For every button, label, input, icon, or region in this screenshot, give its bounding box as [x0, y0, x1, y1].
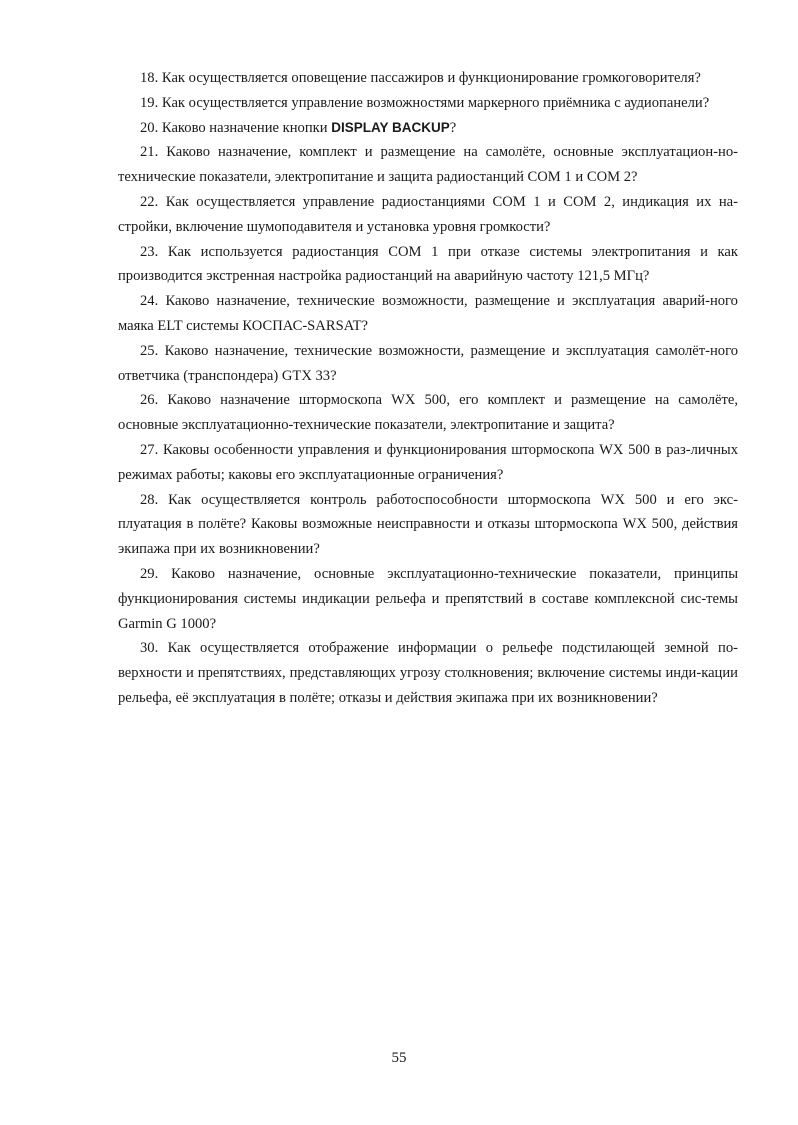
question-30 [118, 636, 738, 710]
question-number: 29. [140, 565, 159, 582]
question-number: 25. [140, 342, 159, 359]
question-number: 26. [140, 392, 159, 409]
question-26 [118, 388, 738, 438]
question-text: Как осуществляется управление возможностями маркерного приёмника с аудиопанели? [161, 94, 710, 111]
question-28 [118, 488, 738, 562]
question-25 [118, 339, 738, 389]
questions-list [118, 66, 738, 711]
question-23 [118, 240, 738, 290]
question-text: Каково назначение штормоскопа WX 500, его комплект и размещение на самолёте, основные эксплуатационно-технические показатели, электропитание и защита? [118, 392, 738, 434]
question-text: Каковы особенности управления и функционирования штормоскопа WX 500 в раз-личных режимах работы; каковы его эксплуатационные ограничения? [118, 441, 738, 483]
question-number: 24. [140, 293, 159, 310]
question-text: Как осуществляется контроль работоспособности штормоскопа WX 500 и его экс-плуатация в полёте? Каковы возможные неисправности и отказы штормоскопа WX 500, действия экипажа при их возникновении? [118, 491, 738, 558]
question-text: Как используется радиостанция COM 1 при отказе системы электропитания и как производится экстренная настройка радиостанций на аварийную частоту 121,5 МГц? [118, 243, 738, 285]
question-number: 21. [140, 144, 159, 161]
button-name-highlight: DISPLAY BACKUP [331, 119, 450, 135]
question-19 [118, 91, 738, 116]
question-number: 30. [140, 640, 159, 657]
question-number: 28. [140, 491, 159, 508]
question-29 [118, 562, 738, 636]
question-number: 18. [140, 70, 159, 86]
question-number: 19. [140, 94, 159, 111]
question-21 [118, 140, 738, 190]
question-22 [118, 190, 738, 240]
question-number: 23. [140, 243, 159, 260]
question-number: 20. [140, 119, 159, 136]
question-18 [118, 66, 738, 91]
page-number: 55 [391, 1050, 407, 1066]
question-text-end: ? [449, 119, 457, 136]
question-27 [118, 438, 738, 488]
question-text: Каково назначение, комплект и размещение на самолёте, основные эксплуатацион-но-технические показатели, электропитание и защита радиостанций COM 1 и COM 2? [118, 144, 738, 186]
question-text: Как осуществляется управление радиостанциями COM 1 и COM 2, индикация их на-стройки, включение шумоподавителя и установка уровня громкости? [118, 193, 738, 235]
question-20 [118, 116, 738, 141]
question-text: Каково назначение, технические возможности, размещение и эксплуатация аварий-ного маяка ELT системы КОСПАС-SARSAT? [118, 293, 738, 334]
question-number: 27. [140, 441, 159, 458]
question-text: Каково назначение кнопки [161, 119, 328, 136]
question-text: Каково назначение, технические возможности, размещение и эксплуатация самолёт-ного ответчика (транспондера) GTX 33? [118, 342, 738, 384]
question-number: 22. [140, 193, 159, 210]
question-text: Каково назначение, основные эксплуатационно-технические показатели, принципы функционирования системы индикации рельефа и препятствий в составе комплексной сис-темы Garmin G 1000? [118, 565, 738, 632]
question-text: Как осуществляется отображение информации о рельефе подстилающей земной по-верхности и препятствиях, представляющих угрозу столкновения; включение системы инди-кации рельефа, её эксплуатация в полёте; отказы и действия экипажа при их возникновении? [118, 640, 738, 706]
question-text: Как осуществляется оповещение пассажиров и функционирование громкоговорителя? [161, 70, 701, 86]
question-24 [118, 289, 738, 339]
